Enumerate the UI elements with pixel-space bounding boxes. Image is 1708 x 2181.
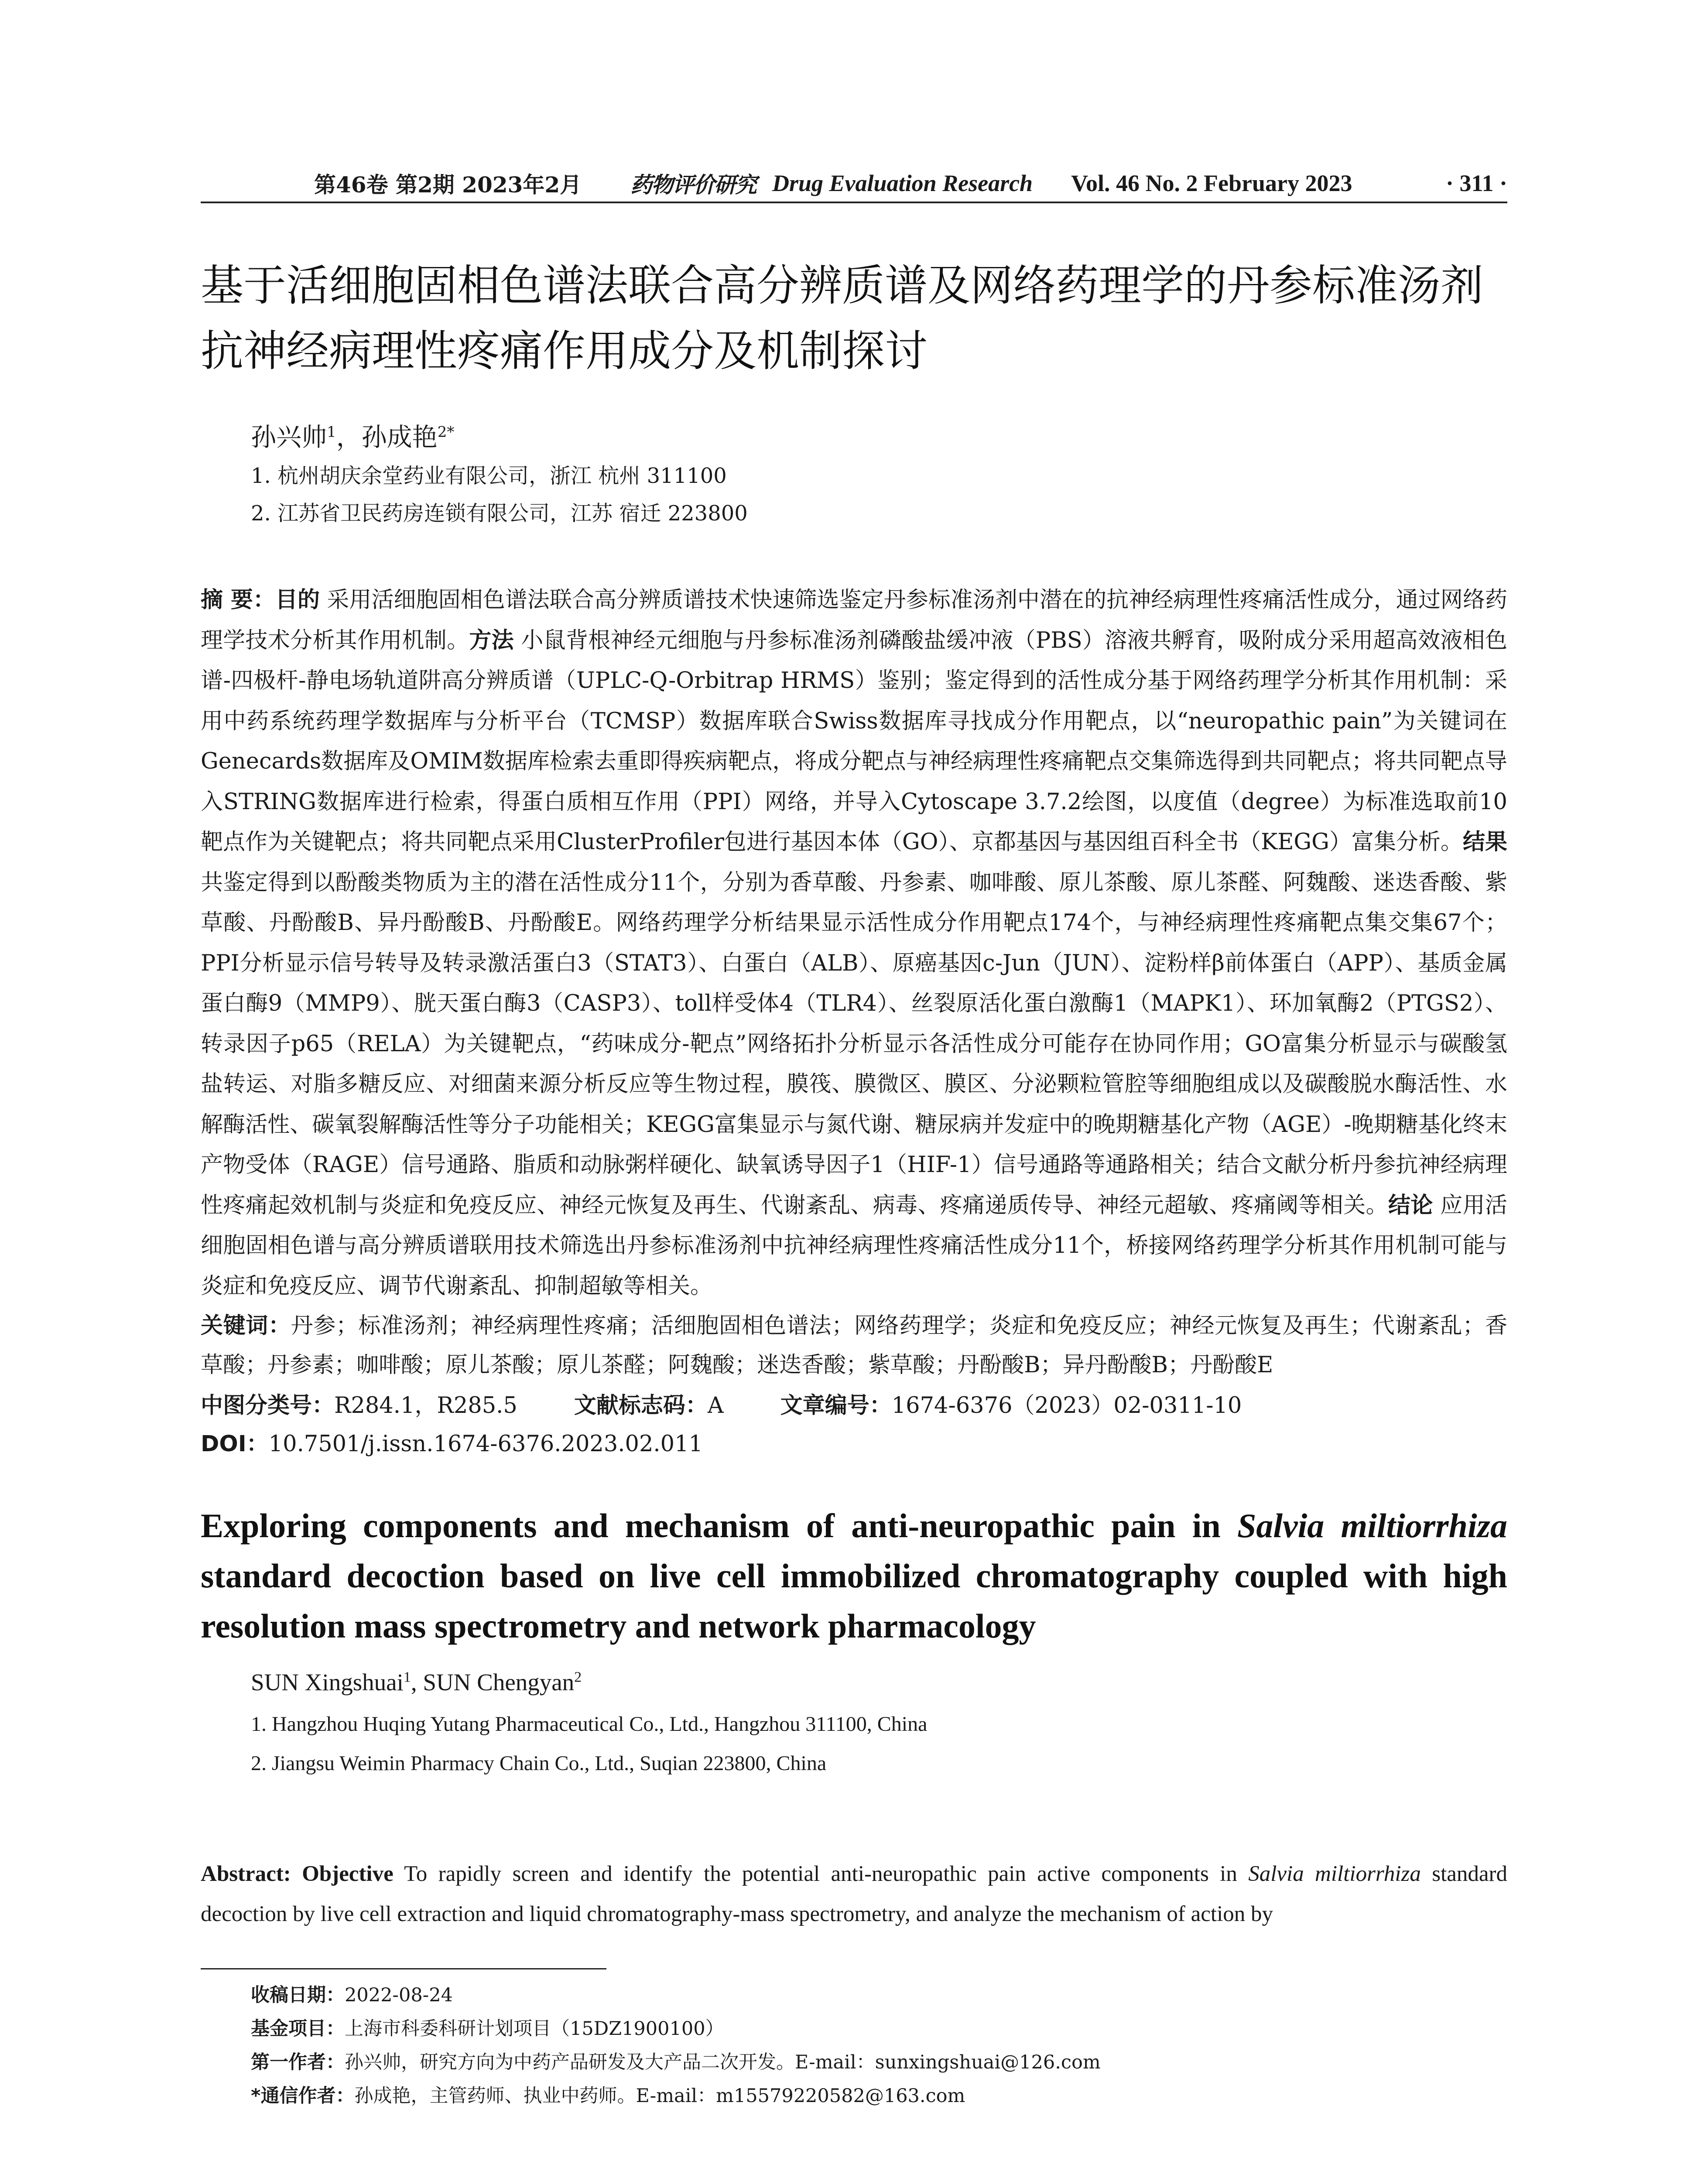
author-1-sup: 1 xyxy=(327,423,336,441)
footnote-funding-text: 上海市科委科研计划项目（15DZ1900100） xyxy=(345,2018,724,2040)
doc-code-value: A xyxy=(707,1393,724,1419)
author-2: 孙成艳 xyxy=(361,422,438,452)
classification-line xyxy=(201,1387,1242,1419)
results-label: 结果 xyxy=(1462,829,1507,855)
footnote-rule xyxy=(201,1968,606,1969)
author-en-2: SUN Chengyan xyxy=(423,1669,575,1696)
doi-line xyxy=(201,1426,703,1458)
article-id-label: 文章编号： xyxy=(780,1393,892,1419)
abstract-en-species: Salvia miltiorrhiza xyxy=(1248,1862,1421,1886)
title-en-species: Salvia miltiorrhiza xyxy=(1237,1507,1507,1545)
footnote-received-label: 收稿日期： xyxy=(251,1984,345,2006)
keywords-text: 丹参；标准汤剂；神经病理性疼痛；活细胞固相色谱法；网络药理学；炎症和免疫反应；神经元恢复及再生；代谢紊乱；香草酸；丹参素；咖啡酸；原儿茶酸；原儿茶醛；阿魏酸；迷迭香酸；紫草酸；丹酚酸B；异丹酚酸B；丹酚酸E xyxy=(201,1313,1507,1378)
doi-label: DOI： xyxy=(201,1431,269,1457)
title-en xyxy=(201,1501,1507,1651)
methods-text: 小鼠背根神经元细胞与丹参标准汤剂磷酸盐缓冲液（PBS）溶液共孵育，吸附成分采用超高效液相色谱-四极杆-静电场轨道阱高分辨质谱（UPLC-Q-Orbitrap HRMS）鉴别；鉴定得到的活性成分基于网络药理学分析其作用机制：采用中药系统药理学数据库与分析平台（TCMSP）数据库联合Swiss数据库寻找成分作用靶点，以“neuropathic pain”为关键词在Genecards数据库及OMIM数据库检索去重即得疾病靶点，将成分靶点与神经病理性疼痛靶点交集筛选得到共同靶点；将共同靶点导入STRING数据库进行检索，得蛋白质相互作用（PPI）网络，并导入Cytoscape 3.7.2绘图，以度值（degree）为标准选取前10靶点作为关键靶点；将共同靶点采用ClusterProfiler包进行基因本体（GO）、京都基因与基因组百科全书（KEGG）富集分析。 xyxy=(201,627,1507,855)
footnote-received-text: 2022-08-24 xyxy=(345,1984,453,2006)
footnote-first-author-label: 第一作者： xyxy=(251,2051,345,2073)
title-en-part1: Exploring components and mechanism of anti-neuropathic pain in xyxy=(201,1507,1237,1545)
keywords-cn xyxy=(201,1306,1507,1385)
footnote-funding xyxy=(251,2014,724,2041)
footnote-corresponding-label: *通信作者： xyxy=(251,2085,355,2107)
footnote-funding-label: 基金项目： xyxy=(251,2018,345,2040)
author-en-1: SUN Xingshuai xyxy=(251,1669,404,1696)
methods-label: 方法 xyxy=(469,627,514,653)
title-en-part2: standard decoction based on live cell immobilized chromatography coupled with high resolution mass spectrometry and network pharmacology xyxy=(201,1557,1507,1645)
conclusion-text: 应用活细胞固相色谱与高分辨质谱联用技术筛选出丹参标准汤剂中抗神经病理性疼痛活性成分11个，桥接网络药理学分析其作用机制可能与炎症和免疫反应、调节代谢紊乱、抑制超敏等相关。 xyxy=(201,1192,1507,1299)
abstract-en-label: Abstract: xyxy=(201,1862,302,1886)
author-en-1-sup: 1 xyxy=(403,1669,411,1685)
author-2-sup: 2* xyxy=(437,423,455,441)
header-volume: Vol. 46 No. 2 February 2023 xyxy=(1071,170,1352,196)
affiliation-en-1: 1. Hangzhou Huqing Yutang Pharmaceutical Co., Ltd., Hangzhou 311100, China xyxy=(251,1713,928,1736)
author-en-sep: , xyxy=(411,1669,423,1696)
objective-label: 目的 xyxy=(275,587,320,613)
objective-text: 采用活细胞固相色谱法联合高分辨质谱技术快速筛选鉴定丹参标准汤剂中潜在的抗神经病理性疼痛活性成分，通过网络药理学技术分析其作用机制。 xyxy=(201,587,1507,653)
affiliation-cn-1: 1. 杭州胡庆余堂药业有限公司，浙江 杭州 311100 xyxy=(251,464,727,488)
title-cn: 基于活细胞固相色谱法联合高分辨质谱及网络药理学的丹参标准汤剂抗神经病理性疼痛作用成分及机制探讨 xyxy=(201,261,1484,376)
abstract-label: 摘 要： xyxy=(201,587,275,613)
results-text: 共鉴定得到以酚酸类物质为主的潜在活性成分11个，分别为香草酸、丹参素、咖啡酸、原儿茶酸、原儿茶醛、阿魏酸、迷迭香酸、紫草酸、丹酚酸B、异丹酚酸B、丹酚酸E。网络药理学分析结果显示活性成分作用靶点174个，与神经病理性疼痛靶点集交集67个；PPI分析显示信号转导及转录激活蛋白3（STAT3）、白蛋白（ALB）、原癌基因c-Jun（JUN）、淀粉样β前体蛋白（APP）、基质金属蛋白酶9（MMP9）、胱天蛋白酶3（CASP3）、toll样受体4（TLR4）、丝裂原活化蛋白激酶1（MAPK1）、环加氧酶2（PTGS2）、转录因子p65（RELA）为关键靶点，“药味成分-靶点”网络拓扑分析显示各活性成分可能存在协同作用；GO富集分析显示与碳酸氢盐转运、对脂多糖反应、对细菌来源分析反应等生物过程，膜筏、膜微区、膜区、分泌颗粒管腔等细胞组成以及碳酸脱水酶活性、水解酶活性、碳氧裂解酶活性等分子功能相关；KEGG富集显示与氮代谢、糖尿病并发症中的晚期糖基化产物（AGE）-晚期糖基化终末产物受体（RAGE）信号通路、脂质和动脉粥样硬化、缺氧诱导因子1（HIF-1）信号通路等通路相关；结合文献分析丹参抗神经病理性疼痛起效机制与炎症和免疫反应、神经元恢复及再生、代谢紊乱、病毒、疼痛递质传导、神经元超敏、疼痛阈等相关。 xyxy=(201,869,1507,1218)
footnote-first-author-text: 孙兴帅，研究方向为中药产品研发及大产品二次开发。E-mail：sunxingshuai@126.com xyxy=(345,2051,1101,2073)
footnote-first-author xyxy=(251,2048,1101,2074)
keywords-label: 关键词： xyxy=(201,1313,291,1339)
author-1: 孙兴帅 xyxy=(251,422,327,452)
affiliation-en-2: 2. Jiangsu Weimin Pharmacy Chain Co., Ltd., Suqian 223800, China xyxy=(251,1752,827,1775)
journal-logo: 药物评价研究 xyxy=(630,172,756,198)
conclusion-label: 结论 xyxy=(1388,1192,1433,1218)
footnote-corresponding xyxy=(251,2081,965,2108)
abstract-cn xyxy=(201,580,1507,1306)
doi-value: 10.7501/j.issn.1674-6376.2023.02.011 xyxy=(268,1431,703,1457)
authors-en xyxy=(251,1668,582,1696)
author-sep: ， xyxy=(336,422,362,452)
abstract-en-text2: standard decoction by live cell extraction and liquid chromatography-mass spectrometry, and analyze the mechanism of action by xyxy=(201,1862,1507,1926)
header-issue-cn: 第46卷 第2期 2023年2月 xyxy=(314,172,582,198)
footnote-corresponding-text: 孙成艳，主管药师、执业中药师。E-mail：m15579220582@163.com xyxy=(354,2085,965,2107)
running-header xyxy=(201,168,1507,198)
clc-label: 中图分类号： xyxy=(201,1393,335,1419)
article-id-value: 1674-6376（2023）02-0311-10 xyxy=(891,1393,1242,1419)
doc-code-label: 文献标志码： xyxy=(574,1393,708,1419)
header-rule xyxy=(201,202,1507,203)
objective-en-label: Objective xyxy=(302,1862,394,1886)
clc-value: R284.1，R285.5 xyxy=(334,1393,517,1419)
author-en-2-sup: 2 xyxy=(574,1669,582,1685)
abstract-en-text1: To rapidly screen and identify the potential anti-neuropathic pain active components in xyxy=(393,1862,1249,1886)
header-page-number: · 311 · xyxy=(1445,170,1507,196)
footnote-received xyxy=(251,1980,453,2007)
abstract-en xyxy=(201,1854,1507,1934)
affiliation-cn-2: 2. 江苏省卫民药房连锁有限公司，江苏 宿迁 223800 xyxy=(251,501,748,526)
authors-cn xyxy=(251,417,454,453)
header-journal-en: Drug Evaluation Research xyxy=(772,170,1033,196)
